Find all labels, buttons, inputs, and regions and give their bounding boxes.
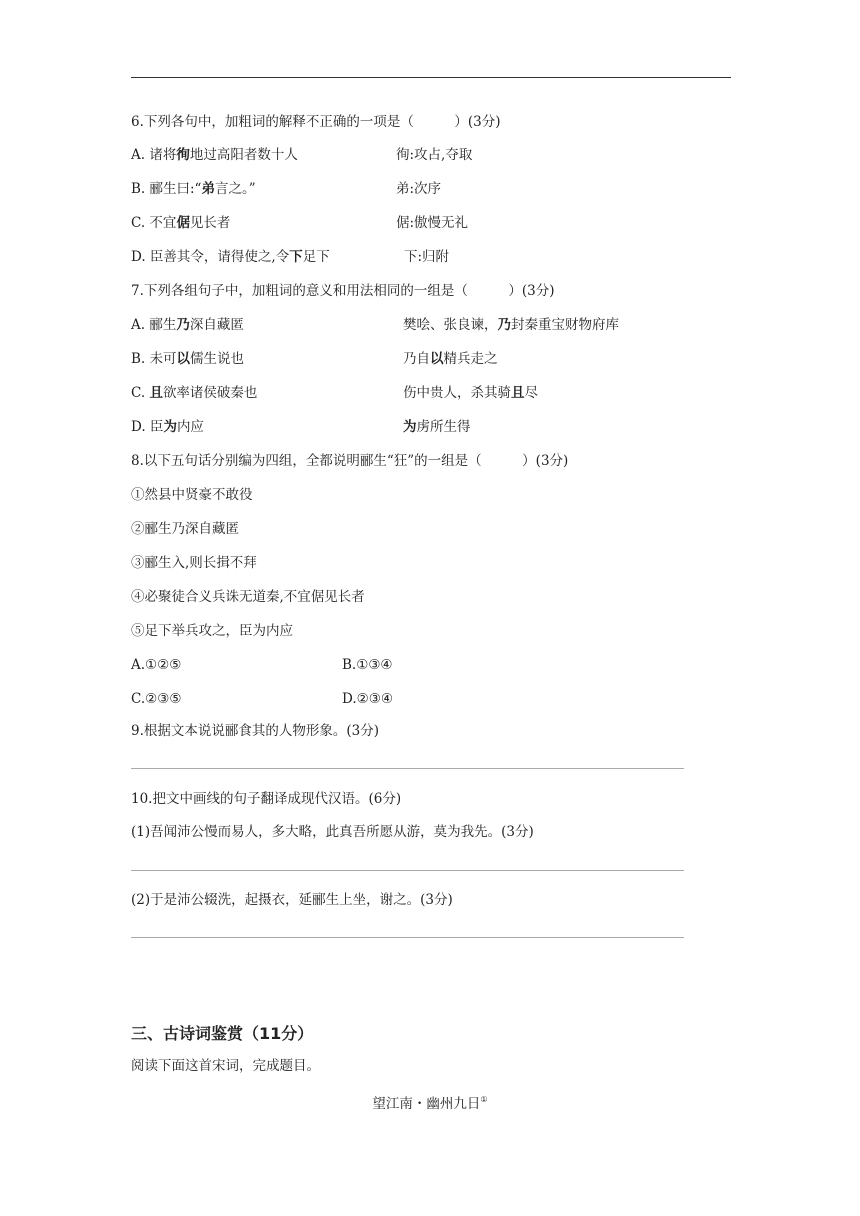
q8-choice-a: A.①②⑤ [131,657,182,673]
q6-option-c-gloss: 倨:傲慢无礼 [396,215,469,231]
q7-option-b-right: 乃自以精兵走之 [403,351,498,367]
q7-stem: 7.下列各组句子中，加粗词的意义和用法相同的一组是（ ）(3分) [131,283,555,299]
q10-sub2-answer-line[interactable] [131,937,684,938]
q10-sub2: (2)于是沛公辍洗，起摄衣，延郦生上坐，谢之。(3分) [131,892,453,908]
q10-sub1-answer-line[interactable] [131,870,684,871]
q8-choice-c: C.②③⑤ [131,691,182,707]
q6-option-a: A. 诸将徇地过高阳者数十人 [131,147,298,163]
q6-option-b: B. 郦生曰:“弟言之。” [131,181,256,197]
q8-choice-b: B.①③④ [342,657,393,673]
q6-option-b-gloss: 弟:次序 [396,181,442,197]
q7-option-c-left: C. 且欲率诸侯破秦也 [131,385,258,401]
q9-answer-line[interactable] [131,768,684,769]
q10-sub1: (1)吾闻沛公慢而易人，多大略，此真吾所愿从游，莫为我先。(3分) [131,824,534,840]
q8-item-4: ④必聚徒合义兵诛无道秦,不宜倨见长者 [131,589,365,605]
q6-option-a-gloss: 徇:攻占,夺取 [396,147,473,163]
q7-option-a-right: 樊哙、张良谏，乃封秦重宝财物府库 [403,317,619,333]
q6-option-c: C. 不宜倨见长者 [131,215,231,231]
section-title: 三、古诗词鉴赏（11分） [131,1024,314,1043]
q8-stem: 8.以下五句话分别编为四组，全都说明郦生“狂”的一组是（ ）(3分) [131,453,569,469]
q8-item-3: ③郦生入,则长揖不拜 [131,555,257,571]
q7-option-a-left: A. 郦生乃深自藏匿 [131,317,244,333]
q8-item-2: ②郦生乃深自藏匿 [131,521,239,537]
poem-title: 望江南・幽州九日① [372,1095,488,1112]
q7-option-c-right: 伤中贵人，杀其骑且尽 [403,385,538,401]
q10-stem: 10.把文中画线的句子翻译成现代汉语。(6分) [131,791,402,807]
footnote-marker: ① [480,1095,488,1104]
q9-stem: 9.根据文本说说郦食其的人物形象。(3分) [131,723,380,739]
q7-option-d-left: D. 臣为内应 [131,419,204,435]
q7-option-b-left: B. 未可以儒生说也 [131,351,245,367]
q8-item-5: ⑤足下举兵攻之，臣为内应 [131,623,293,639]
q6-option-d-gloss: 下:归附 [404,249,450,265]
q6-stem: 6.下列各句中，加粗词的解释不正确的一项是（ ）(3分) [131,114,501,130]
q8-choice-d: D.②③④ [342,691,393,707]
q6-option-d: D. 臣善其令，请得使之,令下足下 [131,249,330,265]
section-intro: 阅读下面这首宋词，完成题目。 [131,1058,320,1074]
header-rule [131,77,731,78]
q7-option-d-right: 为虏所生得 [403,419,471,435]
q8-item-1: ①然县中贤豪不敢役 [131,487,253,503]
